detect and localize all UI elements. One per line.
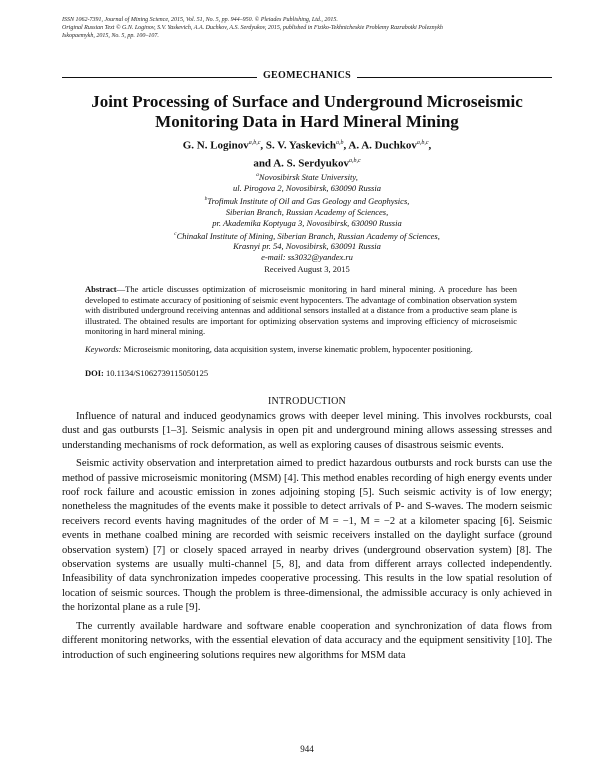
author-name: S. V. Yaskevich bbox=[265, 139, 336, 152]
author-affil-sup: a,b,c bbox=[248, 140, 261, 146]
received-date: Received August 3, 2015 bbox=[264, 264, 350, 274]
affiliations bbox=[62, 170, 552, 263]
author-name: A. S. Serdyukov bbox=[273, 157, 349, 170]
section-label: GEOMECHANICS bbox=[262, 69, 352, 81]
paragraph: Seismic activity observation and interpretation aimed to predict hazardous outbursts and rock bursts can use the method of passive microseismic monitoring (MSM) [4]. This method enables recording of high energy events under roof rock failure and acoustic emission in zones adjoining stoping [5]. Such seismic activity is of low energy; nonetheless the magnitudes of the events make it possible to detect arrivals of P- and S-waves. The modern seismic receivers record events having magnitudes of the order of M = −1, M = −2 at a kilometer spacing [6]. Seismic events in methane coalbed mining are recorded with seismic receivers installed on the daylight surface (ground observation system) [7] or closely spaced arrayed in nearby drives (underground observation system) [8]. The observation systems are usually multi-channel [5, 8], and data from different arrays collected independently. Infeasibility of data synchronization impedes cooperative processing. This results in the low spatial resolution of location of seismic sources. Though the problem is three-dimensional, the admissible accuracy is only achieved in the horizontal plane as a rule [9]. bbox=[62, 458, 552, 614]
author-affil-sup: a,b bbox=[336, 140, 344, 146]
affil-text: Novosibirsk State University, bbox=[258, 171, 358, 182]
author-affil-sup: a,b,c bbox=[349, 157, 361, 164]
affiliation-line: ul. Pirogova 2, Novosibirsk, 630090 Russia bbox=[233, 182, 381, 193]
affil-text: Chinakal Institute of Mining, Siberian Branch, Russian Academy of Sciences, bbox=[176, 230, 440, 241]
abstract-label: Abstract bbox=[85, 284, 117, 294]
doi-link[interactable]: 10.1134/S1062739115050125 bbox=[106, 368, 209, 378]
abstract-text: —The article discusses optimization of microseismic monitoring in hard mineral mining. A procedure has been developed to estimate accuracy of positioning of seismic event hypocenters. The advantage of combination observation system with distributed underground receiving antennas and additional sensors installed at a distance from a productive seam plane is illustrated. The obtained results are important for optimizing observation systems and improving efficiency of microseismic monitoring in hard mineral mining. bbox=[85, 284, 517, 336]
keywords-label: Keywords: bbox=[85, 344, 122, 354]
abstract bbox=[85, 284, 517, 337]
paragraph: Influence of natural and induced geodynamics grows with deeper level mining. This involves rockbursts, coal dust and gas outbursts [1–3]. Seismic analysis in open pit and underground mining allows assessing stresses and understanding mechanisms of rock deformation, as well as exploring causes of disastrous seismic events. bbox=[62, 411, 552, 451]
author-affil-sup: a,b,c bbox=[416, 140, 429, 146]
header-line-2: Original Russian Text © G.N. Loginov, S.V. Yaskevich, A.A. Duchkov, A.S. Serdyukov, 2015, published in Fiziko-Tekhnicheskie Problemy Razrabotki Poleznykh bbox=[62, 25, 443, 31]
keywords-text: Microseismic monitoring, data acquisition system, inverse kinematic problem, hypocenter positioning. bbox=[123, 344, 473, 354]
affil-sup: b bbox=[204, 195, 208, 202]
author-name: A. A. Duchkov bbox=[348, 139, 417, 152]
contact-email[interactable]: e-mail: ss3032@yandex.ru bbox=[261, 252, 353, 263]
section-heading bbox=[62, 68, 552, 82]
rule-right bbox=[357, 77, 552, 78]
author-name: G. N. Loginov bbox=[182, 139, 249, 152]
affiliation-line bbox=[62, 229, 552, 242]
doi-label: DOI: bbox=[85, 368, 104, 378]
affil-sup: c bbox=[174, 230, 177, 237]
rule-left bbox=[62, 77, 257, 78]
body-text bbox=[62, 410, 552, 667]
affiliation-line: pr. Akademika Koptyuga 3, Novosibirsk, 630090 Russia bbox=[212, 217, 402, 228]
affiliation-line bbox=[62, 170, 552, 183]
journal-header bbox=[62, 16, 552, 40]
keywords bbox=[85, 344, 517, 355]
affil-text: Trofimuk Institute of Oil and Gas Geology and Geophysics, bbox=[207, 195, 410, 206]
affiliation-line: Krasnyi pr. 54, Novosibirsk, 630091 Russia bbox=[233, 241, 381, 252]
doi bbox=[85, 368, 517, 379]
introduction-heading: INTRODUCTION bbox=[268, 396, 346, 407]
article-title: Joint Processing of Surface and Underground Microseismic Monitoring Data in Hard Mineral Mining bbox=[91, 92, 523, 131]
affiliation-line: Siberian Branch, Russian Academy of Sciences, bbox=[225, 206, 389, 217]
paragraph: The currently available hardware and software enable cooperation and synchronization of data flows from different monitoring networks, with the essential elevation of data accuracy and the equipment sensitivity [10]. The introduction of such engineering solutions requires new algorithms for MSM data bbox=[62, 620, 552, 661]
affil-sup: a bbox=[256, 172, 259, 178]
author-list: G. N. Loginov$^{a,b,c}$, S. V. Yaskevich$^{a,b}$, A. A. Duchkov$^{a,b,c}$, and A. S. Serdyukov$^{a,b,c}$ bbox=[182, 139, 432, 170]
page-number: 944 bbox=[300, 744, 314, 754]
header-line-3: Iskopaemykh, 2015, No. 5, pp. 100–107. bbox=[62, 33, 159, 39]
affiliation-line bbox=[62, 194, 552, 207]
header-line-1: ISSN 1062-7391, Journal of Mining Science, 2015, Vol. 51, No. 5, pp. 944–950. © Pleiades Publishing, Ltd., 2015. bbox=[62, 17, 338, 23]
